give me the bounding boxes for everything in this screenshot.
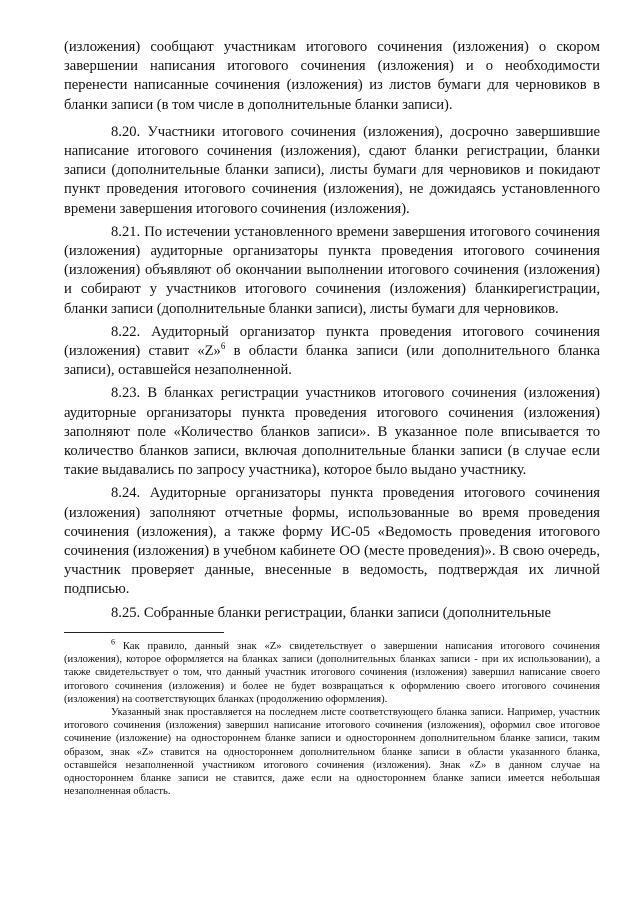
paragraph-8-21: 8.21. По истечении установленного времени завершения итогового сочинения (изложения) аудиторные организаторы пункта проведения итогового сочинения (изложения) объявляют об окончании выполнении итогового сочинения (изложения) и собирают у участников итогового сочинения (изложения) бланкирегистрации, бланки записи (дополнительные бланки записи), листы бумаги для черновиков.: [64, 223, 600, 317]
document-body: [64, 38, 600, 627]
footnote-number: 6: [111, 637, 115, 647]
footnote-6-text-1: Как правило, данный знак «Z» свидетельствует о завершении написания итогового сочинения (изложения), которое оформляется на бланках записи (дополнительных бланках записи - при их использовании), а также свидетельствует о том, что данный участник итогового сочинения (изложения) завершил написание своего итогового сочинения (изложения) и более не будет возвращаться к оформлению своего итогового сочинения (изложения) на соответствующих бланках (продолжению оформления).: [64, 641, 600, 705]
paragraph-8-24: 8.24. Аудиторные организаторы пункта проведения итогового сочинения (изложения) заполняют отчетные формы, использованные во время проведения сочинения (изложения), а также форму ИС-05 «Ведомость проведения итогового сочинения (изложения) в учебном кабинете ОО (месте проведения)». В свою очередь, участник проверяет данные, внесенные в ведомость, подтверждая их личной подписью.: [64, 485, 600, 598]
footnote-6: [64, 637, 600, 706]
footnote-6-continued: Указанный знак проставляется на последнем листе соответствующего бланка записи. Например, участник итогового сочинения (изложения) завершил написание итогового сочинения (изложения), оформил свое итоговое сочинение (изложение) на одностороннем бланке записи и одностороннем дополнительном бланке записи, таким образом, знак «Z» ставится на одностороннем дополнительном бланке записи в области указанного бланка, оставшейся незаполненной участником итогового сочинения (изложения). Знак «Z» в данном случае на одностороннем бланке записи не ставится, даже если на одностороннем бланке записи имеется небольшая незаполненная область.: [64, 707, 600, 798]
footnote-separator: [64, 632, 224, 633]
paragraph-8-23: 8.23. В бланках регистрации участников итогового сочинения (изложения) аудиторные организаторы пункта проведения итогового сочинения (изложения) заполняют поле «Количество бланков записи». В указанное поле вписывается то количество бланков записи, включая дополнительные бланки записи (в случае если такие выдавались по запросу участника), которое было выдано участнику.: [64, 385, 600, 479]
footnote-area: [64, 637, 600, 798]
paragraph-8-22-text-b: в области бланка записи (или дополнительного бланка записи), оставшейся незаполненной.: [64, 343, 600, 379]
paragraph-continuation: (изложения) сообщают участникам итогового сочинения (изложения) о скором завершении написания итогового сочинения (изложения) и о необходимости перенести написанные сочинения (изложения) из листов бумаги для черновиков в бланки записи (в том числе в дополнительные бланки записи).: [64, 39, 600, 113]
paragraph-8-22-text-a: 8.22. Аудиторный организатор пункта проведения итогового сочинения (изложения) ставит «Z»: [64, 323, 600, 360]
paragraph-8-25: 8.25. Собранные бланки регистрации, бланки записи (дополнительные: [111, 604, 551, 621]
footnote-reference[interactable]: 6: [220, 341, 226, 352]
paragraph-8-22: [64, 323, 600, 381]
paragraph-8-20: 8.20. Участники итогового сочинения (изложения), досрочно завершившие написание итогового сочинения (изложения), сдают бланки регистрации, бланки записи (дополнительные бланки записи), листы бумаги для черновиков и покидают пункт проведения итогового сочинения (изложения), не дожидаясь установленного времени завершения итогового сочинения (изложения).: [64, 123, 600, 217]
